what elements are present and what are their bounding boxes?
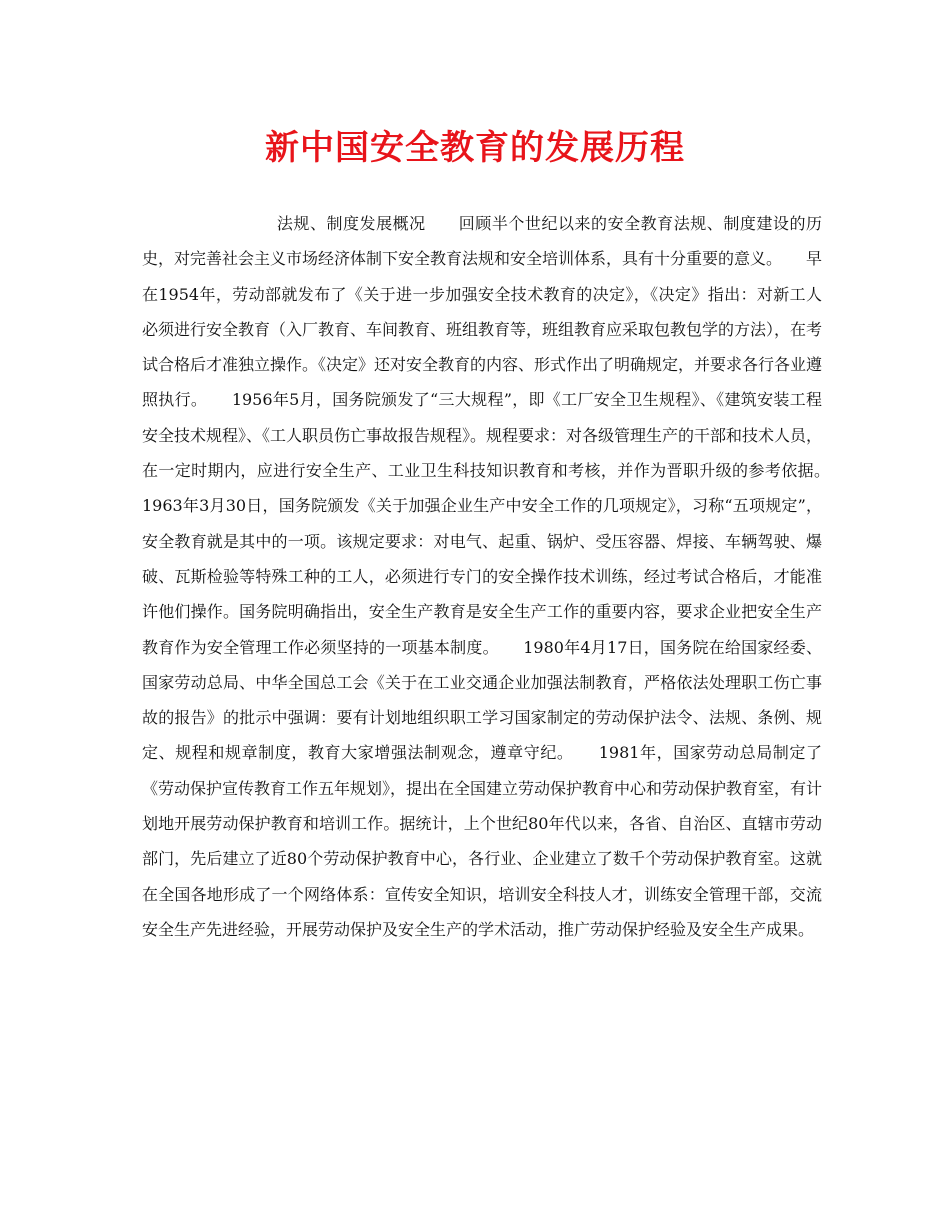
document-body: 法规、制度发展概况 回顾半个世纪以来的安全教育法规、制度建设的历史，对完善社会主义市场经济体制下安全教育法规和安全培训体系，具有十分重要的意义。 早在1954年，劳动部就发布了《关于进一步加强安全技术教育的决定》，《决定》指出：对新工人必须进行安全教育（入厂教育、车间教育、班组教育等，班组教育应采取包教包学的方法），在考试合格后才准独立操作。《决定》还对安全教育的内容、形式作出了明确规定，并要求各行各业遵照执行。 1956年5月，国务院颁发了“三大规程”，即《工厂安全卫生规程》、《建筑安装工程安全技术规程》、《工人职员伤亡事故报告规程》。规程要求：对各级管理生产的干部和技术人员，在一定时期内，应进行安全生产、工业卫生科技知识教育和考核，并作为晋职升级的参考依据。 1963年3月30日，国务院颁发《关于加强企业生产中安全工作的几项规定》，习称“五项规定”，安全教育就是其中的一项。该规定要求：对电气、起重、锅炉、受压容器、焊接、车辆驾驶、爆破、瓦斯检验等特殊工种的工人，必须进行专门的安全操作技术训练，经过考试合格后，才能准许他们操作。国务院明确指出，安全生产教育是安全生产工作的重要内容，要求企业把安全生产教育作为安全管理工作必须坚持的一项基本制度。 1980年4月17日，国务院在给国家经委、国家劳动总局、中华全国总工会《关于在工业交通企业加强法制教育，严格依法处理职工伤亡事故的报告》的批示中强调：要有计划地组织职工学习国家制定的劳动保护法令、法规、条例、规定、规程和规章制度，教育大家增强法制观念，遵章守纪。 1981年，国家劳动总局制定了《劳动保护宣传教育工作五年规划》，提出在全国建立劳动保护教育中心和劳动保护教育室，有计划地开展劳动保护教育和培训工作。据统计，上个世纪80年代以来，各省、自治区、直辖市劳动部门，先后建立了近80个劳动保护教育中心，各行业、企业建立了数千个劳动保护教育室。这就在全国各地形成了一个网络体系：宣传安全知识，培训安全科技人才，训练安全管理干部，交流安全生产先进经验，开展劳动保护及安全生产的学术活动，推广劳动保护经验及安全生产成果。 [142,214,855,939]
document-title: 新中国安全教育的发展历程 [265,128,685,168]
